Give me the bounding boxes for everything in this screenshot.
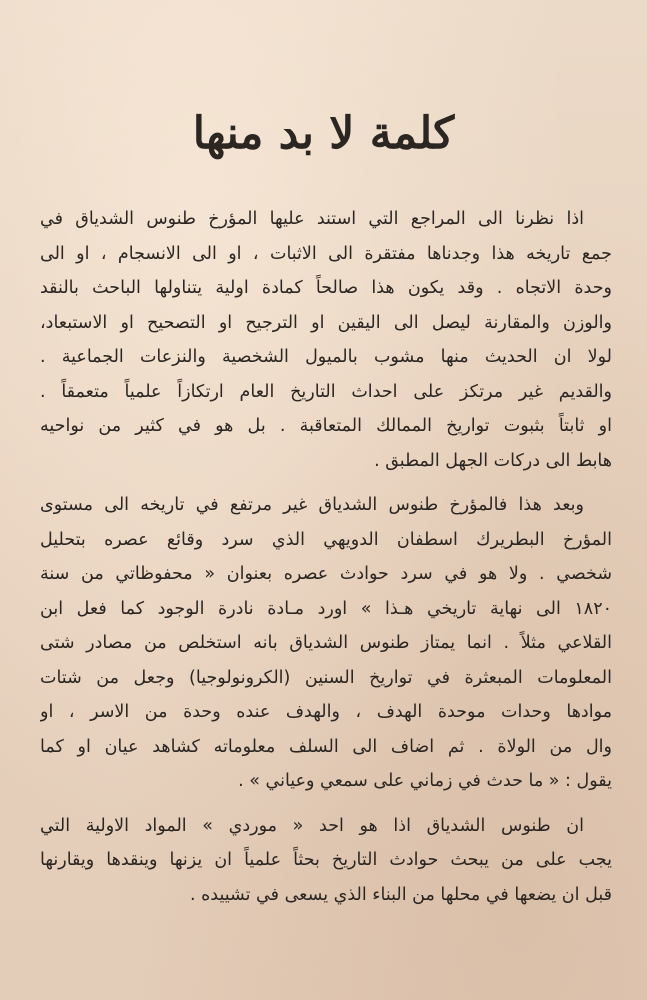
text-line: اذا نظرنا الى المراجع التي استند عليها المؤرخ طنوس الشدياق في xyxy=(40,209,584,229)
text-line: وبعد هذا فالمؤرخ طنوس الشدياق غير مرتفع في تاريخه الى مستوى xyxy=(40,495,584,515)
text-line: يجب على من يبحث حوادث التاريخ بحثاً علمياً ان يزنها وينقدها ويقارنها xyxy=(40,850,612,870)
page-title: كلمة لا بد منها xyxy=(192,108,455,159)
text-line: المؤرخ البطريرك اسطفان الدويهي الذي سرد وقائع عصره بتحليل xyxy=(40,529,612,550)
text-line: ١٨٢٠ الى نهاية تاريخي هـذا » اورد مـادة نادرة الوجود كما فعل ابن xyxy=(40,598,612,619)
text-line: هابط الى دركات الجهل المطبق . xyxy=(374,450,612,471)
text-line: لولا ان الحديث منها مشوب بالميول الشخصية والنزعات الجماعية . xyxy=(40,347,612,367)
text-line: وال من الولاة . ثم اضاف الى السلف معلوماته كشاهد عيان او كما xyxy=(40,736,612,757)
text-line: والوزن والمقارنة ليصل الى اليقين او الترجيح او التصحيح او الاستبعاد، xyxy=(40,312,612,333)
text-line: جمع تاريخه هذا وجدناها مفتقرة الى الاثبات ، او الى الانسجام ، او الى xyxy=(40,243,612,264)
text-line: ان طنوس الشدياق اذا هو احد « موردي » المواد الاولية التي xyxy=(40,815,584,836)
paragraph-1 xyxy=(40,202,612,478)
text-line: المعلومات المبعثرة في تواريخ السنين (الكرونولوجيا) وجعل من شتات xyxy=(40,667,612,688)
text-line: شخصي . ولا هو في سرد حوادث عصره بعنوان « محفوظاتي من سنة xyxy=(40,564,612,584)
paragraph-2 xyxy=(40,488,612,799)
text-line: موادها وحدات موحدة الهدف ، والهدف عنده وحدة من الاسر ، او xyxy=(40,702,612,722)
text-line: قبل ان يضعها في محلها من البناء الذي يسعى في تشييده . xyxy=(189,884,612,905)
text-line: والقديم غير مرتكز على احداث التاريخ العام ارتكازاً علمياً متعمقاً . xyxy=(40,381,612,402)
text-line: يقول : « ما حدث في زماني على سمعي وعياني » . xyxy=(238,771,612,791)
body-text xyxy=(40,202,612,912)
text-line: او ثابتاً بثبوت تواريخ الممالك المتعاقبة . بل هو في كثير من نواحيه xyxy=(40,416,612,436)
text-line: القلاعي مثلاً . انما يمتاز طنوس الشدياق بانه استخلص من مصادر شتى xyxy=(40,633,612,653)
paragraph-3 xyxy=(40,809,612,913)
text-line: وحدة الاتجاه . وقد يكون هذا صالحاً كمادة اولية يتناولها الباحث بالنقد xyxy=(40,278,612,298)
